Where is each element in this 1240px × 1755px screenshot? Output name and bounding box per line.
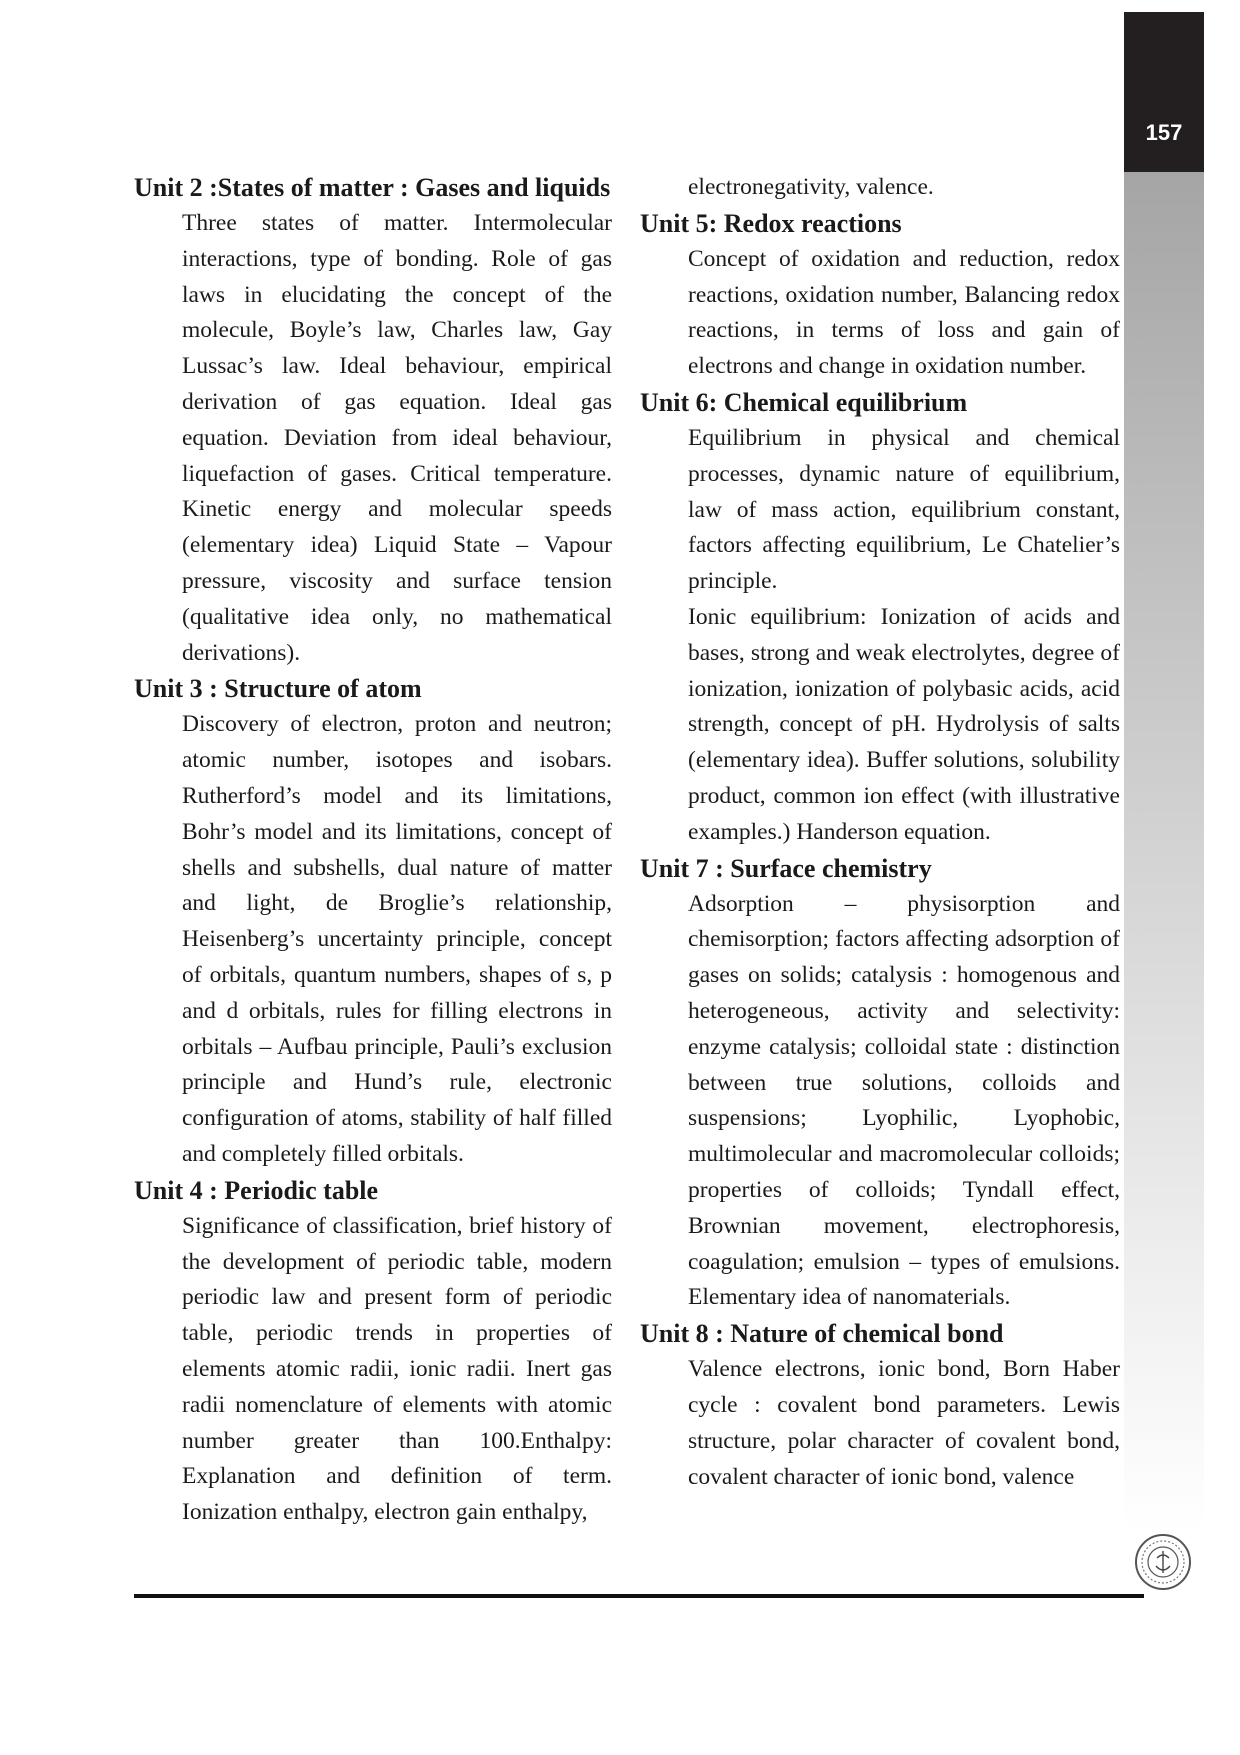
- unit-3-title: Unit 3 : Structure of atom: [134, 674, 422, 704]
- unit-7-body: Adsorption – physisorption and chemisorption; factors affecting adsorption of gases on solids; catalysis : homogenous and heterogeneous, activity and selectivity: enzyme catalysis; colloidal state : distinction between true solutions, colloids and suspensions; Lyophilic, Lyophobic, multimolecular and macromolecular colloids; properties of colloids; Tyndall effect, Brownian movement, electrophoresis, coagulation; emulsion – types of emulsions. Elementary idea of nanomaterials.: [688, 890, 1120, 1311]
- unit-2-title: Unit 2 :States of matter : Gases and liquids: [134, 173, 611, 202]
- bottom-rule: [134, 1594, 1144, 1598]
- unit-2-body: Three states of matter. Intermolecular interactions, type of bonding. Role of gas laws in elucidating the concept of the molecule, Boyle’s law, Charles law, Gay Lussac’s law. Ideal behaviour, empirical derivation of gas equation. Ideal gas equation. Deviation from ideal behaviour, liquefaction of gases. Critical temperature. Kinetic energy and molecular speeds (elementary idea) Liquid State – Vapour pressure, viscosity and surface tension (qualitative idea only, no mathematical derivations).: [182, 210, 612, 666]
- unit-8-body: Valence electrons, ionic bond, Born Haber cycle : covalent bond parameters. Lewis structure, polar character of covalent bond, covalent character of ionic bond, valence: [688, 1356, 1120, 1490]
- right-column: [640, 170, 1120, 1495]
- unit-4-title: Unit 4 : Periodic table: [134, 1175, 379, 1205]
- unit-5-body: Concept of oxidation and reduction, redox reactions, oxidation number, Balancing redox reactions, in terms of loss and gain of electrons and change in oxidation number.: [688, 245, 1120, 380]
- left-column: [134, 170, 612, 1531]
- unit-7-title: Unit 7 : Surface chemistry: [640, 853, 932, 883]
- page-number-tab: [1124, 12, 1204, 172]
- unit-8-title: Unit 8 : Nature of chemical bond: [640, 1319, 1004, 1349]
- side-gradient-bar: [1124, 12, 1204, 1532]
- page-number: 157: [1145, 120, 1183, 145]
- unit-4-continuation: electronegativity, valence.: [688, 174, 934, 200]
- unit-5-title: Unit 5: Redox reactions: [640, 208, 902, 238]
- unit-6-body-ionic: Ionic equilibrium: Ionization of acids and bases, strong and weak electrolytes, degree of ionization, ionization of polybasic acids, acid strength, concept of pH. Hydrolysis of salts (elementary idea). Buffer solutions, solubility product, common ion effect (with illustrative examples.) Handerson equation.: [688, 603, 1120, 845]
- unit-4-body: Significance of classification, brief history of the development of periodic table, modern periodic law and present form of periodic table, periodic trends in properties of elements atomic radii, ionic radii. Inert gas radii nomenclature of elements with atomic number greater than 100.Enthalpy: Explanation and definition of term. Ionization enthalpy, electron gain enthalpy,: [182, 1212, 612, 1526]
- unit-6-body: Equilibrium in physical and chemical processes, dynamic nature of equilibrium, law of mass action, equilibrium constant, factors affecting equilibrium, Le Chatelier’s principle.: [688, 424, 1120, 595]
- unit-3-body: Discovery of electron, proton and neutron; atomic number, isotopes and isobars. Rutherford’s model and its limitations, Bohr’s model and its limitations, concept of shells and subshells, dual nature of matter and light, de Broglie’s relationship, Heisenberg’s uncertainty principle, concept of orbitals, quantum numbers, shapes of s, p and d orbitals, rules for filling electrons in orbitals – Aufbau principle, Pauli’s exclusion principle and Hund’s rule, electronic configuration of atoms, stability of half filled and completely filled orbitals.: [182, 711, 612, 1167]
- unit-6-title: Unit 6: Chemical equilibrium: [640, 387, 968, 417]
- emblem-seal-icon: [1133, 1532, 1193, 1592]
